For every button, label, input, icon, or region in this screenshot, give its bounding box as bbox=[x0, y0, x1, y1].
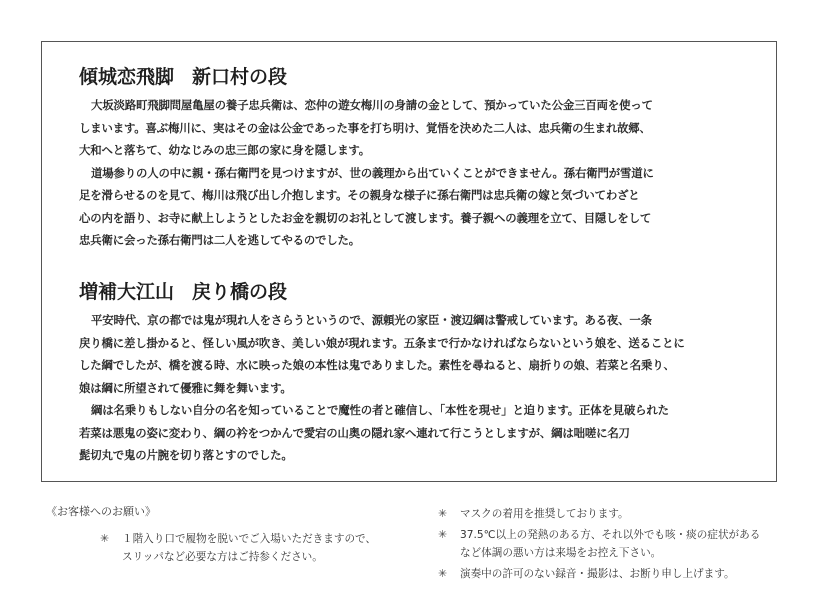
asterisk-bullet-icon: ✳ bbox=[438, 528, 448, 541]
notice-item-line: スリッパなど必要な方はご持参ください。 bbox=[122, 551, 323, 563]
play-title: 増補大江山 bbox=[79, 281, 175, 303]
asterisk-bullet-icon: ✳ bbox=[100, 532, 110, 545]
body-text-line: 心の内を語り、お寺に献上しようとしたお金を親切のお礼として渡します。養子親への義理を立て、目隠しをして bbox=[79, 210, 652, 225]
body-text-line: 平安時代、京の都では鬼が現れ人をさらうというので、源頼光の家臣・渡辺綱は警戒しています。ある夜、一条 bbox=[91, 313, 652, 327]
notice-item-line: 演奏中の許可のない録音・撮影は、お断り申し上げます。 bbox=[460, 568, 735, 580]
body-text-line: 綱は名乗りもしない自分の名を知っていることで魔性の者と確信し、「本性を現せ」と迫ります。正体を見破られた bbox=[91, 403, 669, 417]
body-text-line: しまいます。喜ぶ梅川に、実はその金は公金であった事を打ち明け、覚悟を決めた二人は、忠兵衛の生まれ故郷、 bbox=[79, 120, 651, 135]
body-text-line: 足を滑らせるのを見て、梅川は飛び出し介抱します。その親身な様子に孫右衛門は忠兵衛の嫁と気づいてわざと bbox=[79, 188, 640, 202]
asterisk-bullet-icon: ✳ bbox=[438, 567, 448, 580]
notice-title: 《お客様へのお願い》 bbox=[46, 505, 156, 518]
synopsis-section-zoho-oeyama bbox=[79, 279, 769, 467]
section-body bbox=[79, 94, 769, 252]
section-body bbox=[79, 309, 769, 467]
scene-title: 新口村の段 bbox=[192, 66, 288, 88]
body-text-line: 道場参りの人の中に親・孫右衛門を見つけますが、世の義理から出ていくことができません。孫右衛門が雪道に bbox=[91, 165, 654, 180]
synopsis-section-keisei-koibikyaku bbox=[79, 64, 769, 252]
notice-list-right bbox=[438, 505, 760, 586]
play-title: 傾城恋飛脚 bbox=[79, 66, 175, 88]
notice-item-line: など体調の悪い方は来場をお控え下さい。 bbox=[460, 547, 662, 559]
body-text-line: 忠兵衛に会った孫右衛門は二人を逃してやるのでした。 bbox=[79, 233, 361, 247]
notice-item bbox=[438, 526, 760, 562]
section-title bbox=[79, 64, 769, 94]
section-title bbox=[79, 279, 769, 309]
asterisk-bullet-icon: ✳ bbox=[438, 507, 448, 520]
body-text-line: した綱でしたが、橋を渡る時、水に映った娘の本性は鬼でありました。素性を尋ねると、扇折りの娘、若菜と名乗り、 bbox=[79, 358, 675, 372]
notice-item-line: 37.5℃以上の発熱のある方、それ以外でも咳・痰の症状がある bbox=[460, 529, 761, 541]
notice-item bbox=[438, 565, 760, 583]
scene-title: 戻り橋の段 bbox=[192, 281, 288, 303]
notice-item-line: １階入り口で履物を脱いでご入場いただきますので、 bbox=[122, 533, 377, 545]
body-text-line: 髭切丸で鬼の片腕を切り落とすのでした。 bbox=[79, 448, 293, 462]
notice-list-left bbox=[100, 530, 376, 569]
body-text-line: 戻り橋に差し掛かると、怪しい風が吹き、美しい娘が現れます。五条まで行かなければならないという娘を、送ることに bbox=[79, 335, 685, 350]
body-text-line: 大和へと落ちて、幼なじみの忠三郎の家に身を隠します。 bbox=[79, 143, 371, 157]
body-text-line: 娘は綱に所望されて優雅に舞を舞います。 bbox=[79, 380, 292, 395]
notice-item-line: マスクの着用を推奨しております。 bbox=[460, 508, 629, 520]
body-text-line: 若菜は悪鬼の姿に変わり、綱の衿をつかんで愛宕の山奥の隠れ家へ連れて行こうとしますが、綱は咄嗟に名刀 bbox=[79, 425, 630, 440]
notice-item bbox=[100, 530, 376, 566]
notice-item bbox=[438, 505, 760, 523]
synopsis-box bbox=[41, 41, 777, 482]
body-text-line: 大坂淡路町飛脚問屋亀屋の養子忠兵衛は、恋仲の遊女梅川の身請の金として、預かっていた公金三百両を使って bbox=[91, 98, 653, 112]
